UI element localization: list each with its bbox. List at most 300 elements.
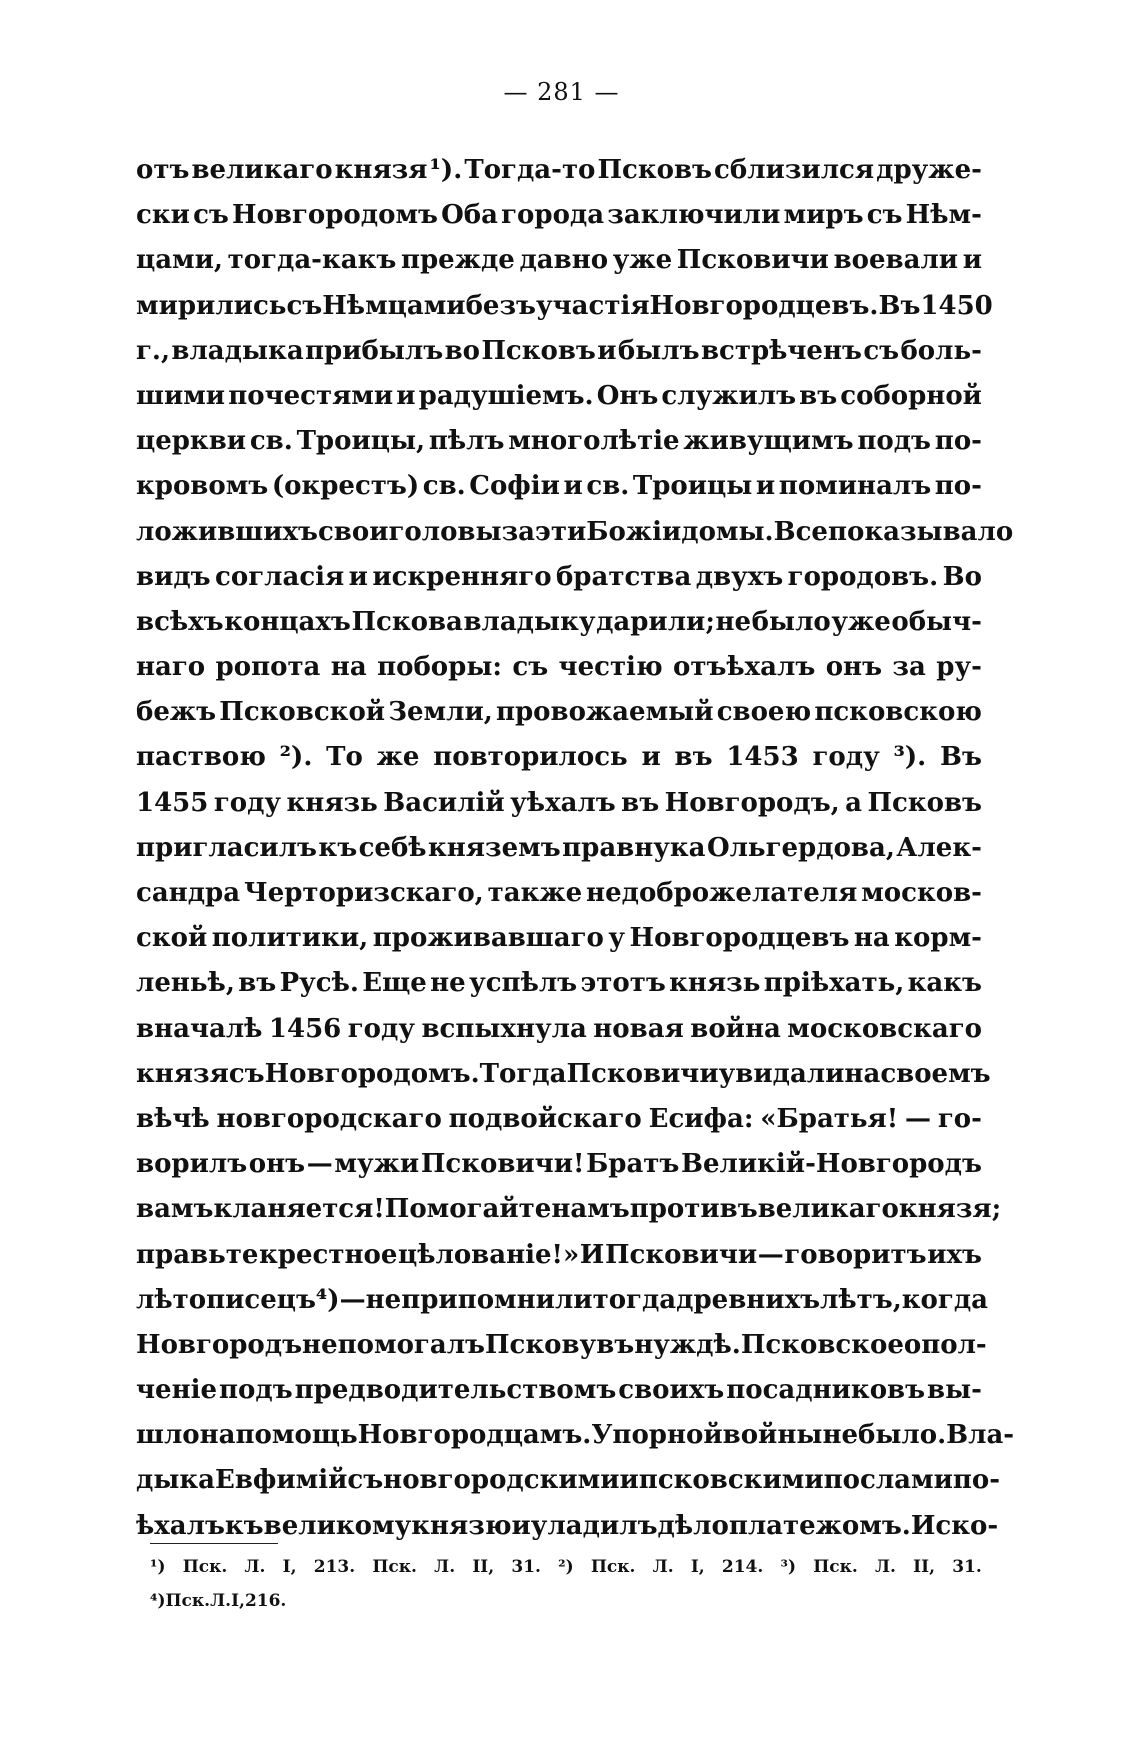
- word: Пскову: [484, 1329, 597, 1360]
- word: на: [199, 1420, 236, 1451]
- word: припомнили: [401, 1284, 593, 1315]
- footnote-token: Л.: [875, 1557, 896, 1577]
- footnotes: [150, 1550, 982, 1618]
- word: св.: [422, 471, 466, 502]
- word: Тогда: [479, 1058, 567, 1089]
- word: ворилъ: [136, 1149, 248, 1180]
- word: по-: [934, 426, 982, 457]
- word: также: [487, 878, 583, 908]
- word: не: [430, 968, 466, 999]
- text-line: [136, 555, 982, 600]
- word: ²).: [279, 742, 313, 773]
- word: ру-: [936, 652, 982, 683]
- word: въ: [238, 968, 277, 999]
- word: крестное: [259, 1239, 398, 1270]
- word: вспыхнула: [421, 1013, 587, 1044]
- footnote-token: Пск.: [813, 1557, 858, 1577]
- text-line: [136, 329, 982, 374]
- footnote-token: 213.: [313, 1557, 356, 1577]
- word: соборной: [840, 380, 982, 411]
- word: головы: [388, 516, 502, 547]
- footnote-token: Л.: [244, 1557, 266, 1577]
- word: дѣло: [657, 1510, 729, 1541]
- footnote-token: Пск.: [590, 1557, 636, 1577]
- word: (окрестъ): [271, 471, 420, 502]
- word: пригласилъ: [136, 832, 317, 863]
- word: и: [597, 335, 617, 366]
- word: новгородскими: [383, 1465, 620, 1496]
- word: княземъ: [428, 832, 561, 863]
- footnote-token: II,: [472, 1557, 495, 1577]
- word: мирились: [136, 290, 287, 321]
- word: въ: [621, 787, 660, 818]
- word: московскаго: [787, 1013, 982, 1044]
- word: былъ: [617, 335, 700, 366]
- text-line: [136, 1413, 1015, 1458]
- word: не: [302, 1329, 338, 1360]
- word: съ: [512, 652, 549, 683]
- text-line: [136, 1097, 982, 1142]
- word: онъ: [248, 1149, 306, 1180]
- word: за: [892, 652, 926, 683]
- footnote-line: [150, 1550, 982, 1584]
- word: послами: [823, 1465, 953, 1496]
- word: князь: [669, 968, 761, 999]
- word: и: [511, 1510, 531, 1541]
- word: платежомъ.: [728, 1510, 911, 1541]
- text-line: [136, 374, 982, 419]
- word: Евфимій: [215, 1465, 348, 1496]
- word: братства: [555, 561, 692, 592]
- word: городовъ.: [787, 561, 939, 592]
- footnote-token: I,: [231, 1591, 245, 1611]
- word: «Братья!: [760, 1103, 899, 1134]
- word: св.: [586, 471, 630, 502]
- word: Троицы,: [296, 426, 426, 457]
- word: эти: [535, 516, 587, 547]
- text-line: [136, 238, 982, 283]
- word: же: [376, 742, 420, 773]
- word: сблизился: [714, 155, 875, 185]
- word: пѣлъ: [428, 426, 505, 457]
- footnote-line: [150, 1584, 982, 1618]
- word: намъ: [551, 1194, 630, 1225]
- word: лѣтописецъ⁴): [136, 1284, 340, 1315]
- word: тогда: [592, 1284, 677, 1315]
- word: по-: [952, 1465, 1001, 1496]
- word: обыч-: [891, 606, 982, 637]
- word: То: [326, 742, 363, 773]
- word: подъ: [219, 1375, 293, 1406]
- word: вы-: [927, 1375, 982, 1406]
- text-line: [136, 1187, 1002, 1232]
- text-line: [136, 781, 982, 826]
- text-line: [136, 1142, 982, 1187]
- word: Братъ: [586, 1149, 680, 1180]
- word: шло: [136, 1420, 200, 1451]
- word: князь: [286, 787, 378, 818]
- word: почестями: [228, 380, 394, 411]
- footnote-token: 31.: [952, 1557, 982, 1577]
- word: Въ: [940, 742, 982, 773]
- footnote-token: Пск.: [165, 1591, 211, 1611]
- word: поминалъ: [778, 471, 932, 502]
- word: прежде: [400, 245, 515, 276]
- footnote-token: 31.: [511, 1557, 541, 1577]
- text-line: [136, 961, 982, 1006]
- footnote-token: 214.: [721, 1557, 764, 1577]
- word: наго: [136, 652, 206, 683]
- word: —: [306, 1149, 333, 1180]
- word: Псковичи!: [420, 1149, 585, 1180]
- word: Нѣм-: [905, 200, 982, 231]
- word: согласія: [215, 561, 345, 592]
- word: ропота: [215, 652, 321, 683]
- word: Иско-: [910, 1510, 999, 1541]
- word: Псковской: [219, 697, 386, 728]
- word: Все: [773, 516, 828, 547]
- word: успѣлъ: [469, 968, 578, 999]
- word: и: [641, 742, 661, 773]
- word: правнука: [562, 832, 706, 863]
- text-line: [136, 600, 982, 645]
- word: псковскими: [638, 1465, 824, 1496]
- word: съ: [866, 200, 903, 231]
- word: помогалъ: [337, 1329, 485, 1360]
- word: году: [812, 742, 880, 773]
- word: какъ: [907, 968, 982, 999]
- word: Еще: [362, 968, 427, 999]
- word: въ: [596, 1329, 635, 1360]
- word: встрѣченъ: [700, 335, 862, 366]
- word: леньѣ,: [136, 968, 235, 999]
- word: уѣхалъ: [510, 787, 616, 818]
- word: и: [962, 245, 982, 276]
- word: тогда-какъ: [227, 245, 397, 276]
- word: отъ: [136, 155, 190, 185]
- word: опол-: [903, 1329, 987, 1360]
- word: Пскова: [351, 606, 463, 637]
- word: у: [608, 923, 626, 954]
- word: Псковское: [740, 1329, 904, 1360]
- word: честію: [558, 652, 663, 683]
- word: было.: [858, 1420, 947, 1451]
- word: съ: [228, 1058, 265, 1089]
- word: во: [444, 335, 480, 366]
- word: И: [579, 1239, 605, 1270]
- text-line: [136, 193, 982, 238]
- word: ѣхалъ: [136, 1510, 225, 1541]
- word: прибылъ: [305, 335, 444, 366]
- word: показывало: [827, 516, 1014, 547]
- word: св.: [249, 426, 293, 457]
- word: дыка: [136, 1465, 216, 1496]
- word: своихъ: [618, 1375, 725, 1406]
- word: ¹).: [429, 155, 463, 185]
- word: Божіи: [586, 516, 682, 547]
- word: провожаемый: [495, 697, 714, 728]
- word: искренняго: [372, 561, 552, 592]
- word: и: [619, 1465, 639, 1496]
- word: сандра: [136, 878, 241, 908]
- word: правьте: [136, 1239, 259, 1270]
- word: Нѣмцами: [322, 290, 466, 321]
- word: Алек-: [896, 832, 982, 863]
- footnote-token: 216.: [244, 1591, 287, 1611]
- word: съ: [286, 290, 323, 321]
- word: уладилъ: [530, 1510, 658, 1541]
- word: нуждѣ.: [634, 1329, 741, 1360]
- word: въ: [674, 742, 713, 773]
- word: противъ: [629, 1194, 758, 1225]
- word: на: [844, 1058, 881, 1089]
- text-line: [136, 645, 982, 690]
- word: ски: [136, 200, 190, 231]
- word: 1450: [920, 290, 993, 321]
- word: князя;: [898, 1194, 1002, 1225]
- word: москов-: [861, 878, 982, 908]
- text-line: [136, 1007, 982, 1052]
- footnote-token: I,: [282, 1557, 297, 1577]
- word: лѣтъ,: [820, 1284, 902, 1315]
- word: владыка: [171, 335, 304, 366]
- word: многолѣтіе: [508, 426, 680, 457]
- word: помощь: [235, 1420, 358, 1451]
- word: проживавшаго: [372, 923, 604, 954]
- word: давно: [519, 245, 609, 276]
- text-line: [136, 690, 982, 735]
- word: поборы:: [377, 652, 502, 683]
- word: Псковъ: [481, 335, 596, 366]
- word: —: [905, 1103, 932, 1134]
- word: видъ: [136, 561, 211, 592]
- footnote-token: ³): [780, 1557, 796, 1577]
- word: недоброжелателя: [586, 878, 858, 908]
- word: г.,: [136, 335, 171, 366]
- word: на: [330, 652, 367, 683]
- word: великому: [263, 1510, 412, 1541]
- word: Софіи: [469, 471, 560, 502]
- text-line: [136, 284, 993, 329]
- word: съ: [863, 335, 900, 366]
- text-line: [136, 1458, 1001, 1503]
- word: на: [853, 923, 890, 954]
- word: воевали: [833, 245, 959, 276]
- text-line: [136, 826, 982, 871]
- word: Псковичи: [566, 1058, 719, 1089]
- word: посадниковъ: [726, 1375, 926, 1406]
- word: церкви: [136, 426, 247, 457]
- word: новая: [593, 1013, 684, 1044]
- word: году: [347, 1013, 415, 1044]
- word: уже: [831, 606, 891, 637]
- text-line: [136, 419, 982, 464]
- word: Новгородомъ.: [264, 1058, 480, 1089]
- word: говоритъ: [784, 1239, 927, 1270]
- footnote-token: ⁴): [150, 1591, 166, 1611]
- page-number: — 281 —: [503, 78, 620, 106]
- word: двухъ: [695, 561, 784, 592]
- word: 1453: [726, 742, 799, 773]
- word: князю: [411, 1510, 512, 1541]
- word: за: [501, 516, 536, 547]
- word: Василій: [383, 787, 505, 818]
- word: Псковъ: [597, 155, 712, 185]
- word: подъ: [857, 426, 932, 457]
- word: Русѣ.: [279, 968, 359, 999]
- word: въ: [799, 380, 838, 411]
- word: этотъ: [580, 968, 666, 999]
- word: Новгородцевъ: [629, 923, 850, 954]
- text-line: [136, 1233, 982, 1278]
- word: Троицы: [632, 471, 753, 502]
- word: Великій-Новгородъ: [681, 1149, 982, 1180]
- footnote-token: I,: [690, 1557, 705, 1577]
- word: служилъ: [661, 380, 797, 411]
- word: Новгородъ,: [664, 787, 840, 818]
- word: своею: [716, 697, 812, 728]
- footnote-token: II,: [913, 1557, 935, 1577]
- word: уже: [612, 245, 673, 276]
- footnote-token: Пск.: [182, 1557, 228, 1577]
- word: Новгородцевъ.: [649, 290, 879, 321]
- word: боль-: [900, 335, 982, 366]
- word: когда: [901, 1284, 988, 1315]
- word: корм-: [894, 923, 982, 954]
- word: домы.: [681, 516, 774, 547]
- word: а: [845, 787, 863, 818]
- word: вначалѣ: [136, 1013, 263, 1044]
- word: и: [755, 471, 776, 502]
- footnote-token: Л.: [210, 1591, 232, 1611]
- word: Ольгердова,: [706, 832, 895, 863]
- word: шими: [136, 380, 226, 411]
- word: Упорной: [591, 1420, 723, 1451]
- footnote-token: Пск.: [372, 1557, 417, 1577]
- footnote-token: Л.: [434, 1557, 456, 1577]
- word: 1456: [268, 1013, 342, 1044]
- word: Во: [942, 561, 982, 592]
- text-line: [136, 464, 982, 509]
- word: политики,: [211, 923, 369, 954]
- word: владыку: [463, 606, 596, 637]
- word: Новгородъ: [136, 1329, 303, 1360]
- word: къ: [224, 1510, 264, 1541]
- footnote-token: ²): [558, 1557, 574, 1577]
- text-line: [136, 735, 982, 780]
- word: Новгородцамъ.: [357, 1420, 592, 1451]
- word: отъѣхалъ: [673, 652, 816, 683]
- word: великаго: [191, 155, 333, 185]
- word: участія: [536, 290, 650, 321]
- word: и: [563, 471, 583, 502]
- word: древнихъ: [676, 1284, 821, 1315]
- word: живущимъ: [683, 426, 854, 457]
- word: увидали: [718, 1058, 845, 1089]
- body-text: [136, 148, 1015, 1549]
- word: повторилось: [433, 742, 628, 773]
- word: пріѣхать,: [763, 968, 905, 999]
- word: —: [339, 1284, 366, 1315]
- word: бежъ: [136, 697, 217, 728]
- word: друже-: [876, 155, 982, 185]
- word: не: [822, 1420, 859, 1451]
- word: и: [396, 380, 416, 411]
- word: цѣлованіе!»: [398, 1239, 580, 1270]
- word: Въ: [878, 290, 921, 321]
- word: ложившихъ: [136, 516, 318, 547]
- text-line: [136, 510, 1014, 555]
- word: князя: [136, 1058, 229, 1089]
- word: Тогда-то: [464, 155, 596, 185]
- word: съ: [347, 1465, 384, 1496]
- word: вѣчѣ: [136, 1103, 210, 1134]
- word: миръ: [783, 200, 864, 231]
- footnote-token: Л.: [652, 1557, 674, 1577]
- word: Вла-: [946, 1420, 1015, 1451]
- text-line: [136, 916, 982, 961]
- word: Онъ: [596, 380, 659, 411]
- text-line: [136, 1323, 987, 1368]
- word: города: [501, 200, 605, 231]
- word: Псковъ: [867, 787, 982, 818]
- word: вамъ: [136, 1194, 214, 1225]
- text-line: [136, 1278, 988, 1323]
- text-line: [136, 1368, 982, 1413]
- word: не: [715, 606, 752, 637]
- word: Псковичи: [676, 245, 829, 276]
- word: новгородскаго: [216, 1103, 442, 1134]
- word: го-: [937, 1103, 982, 1134]
- word: безъ: [465, 290, 536, 321]
- word: Земли,: [388, 697, 493, 728]
- word: своемъ: [880, 1058, 991, 1089]
- word: себѣ: [358, 832, 427, 863]
- word: къ: [318, 832, 358, 863]
- word: псковскою: [814, 697, 982, 728]
- footnote-token: ¹): [150, 1557, 166, 1577]
- word: свои: [317, 516, 389, 547]
- word: ской: [136, 923, 208, 954]
- text-line: [136, 871, 982, 916]
- word: ченіе: [136, 1375, 218, 1406]
- word: предводительствомъ: [294, 1375, 617, 1406]
- word: онъ: [825, 652, 883, 683]
- word: концахъ: [224, 606, 351, 637]
- word: мужи: [334, 1149, 420, 1180]
- word: Новгородомъ: [232, 200, 438, 231]
- word: было: [751, 606, 831, 637]
- text-line: [136, 1052, 991, 1097]
- footnote-divider: [150, 1543, 278, 1544]
- word: цами,: [136, 245, 223, 276]
- word: ³).: [893, 742, 927, 773]
- word: всѣхъ: [136, 606, 224, 637]
- word: Помогайте: [384, 1194, 552, 1225]
- word: 1455: [136, 787, 209, 818]
- word: заключили: [607, 200, 781, 231]
- word: великаго: [757, 1194, 899, 1225]
- word: кровомъ: [136, 471, 269, 502]
- word: война: [690, 1013, 781, 1044]
- word: году: [213, 787, 282, 818]
- word: дарили;: [596, 606, 715, 637]
- word: и: [348, 561, 368, 592]
- word: кланяется!: [213, 1194, 385, 1225]
- word: по-: [934, 471, 982, 502]
- word: князя: [334, 155, 428, 185]
- word: войны: [722, 1420, 823, 1451]
